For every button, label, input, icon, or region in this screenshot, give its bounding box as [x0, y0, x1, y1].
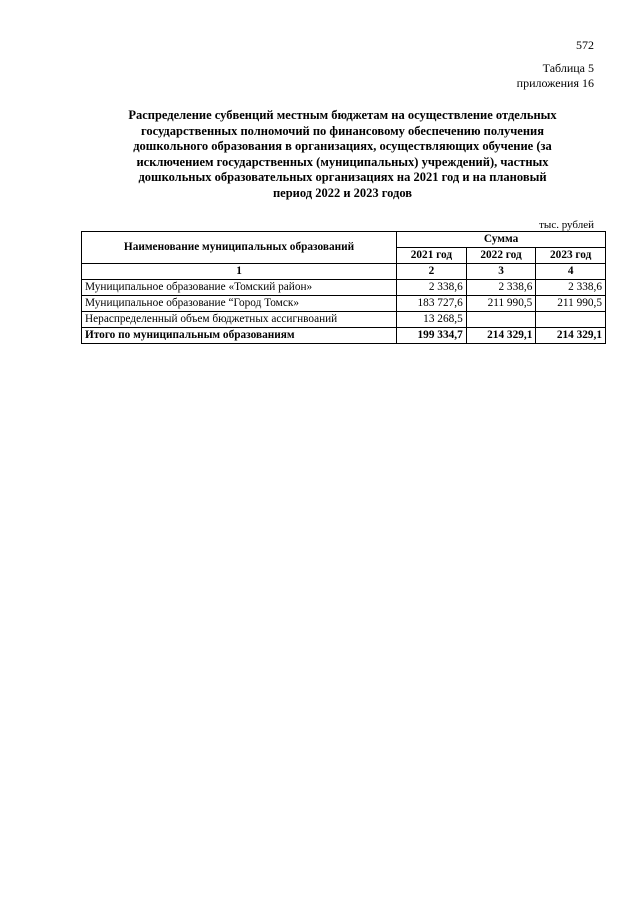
- table-reference-line2: приложения 16: [516, 76, 594, 90]
- table-row: [82, 280, 606, 296]
- table-reference: [517, 61, 594, 91]
- header-sum: Сумма: [397, 232, 606, 248]
- title-line: дошкольных образовательных организациях на 2021 год и на плановый: [138, 170, 547, 185]
- row-value-2023: 211 990,5: [536, 296, 606, 312]
- title-line: дошкольного образования в организациях, осуществляющих обучение (за: [133, 139, 552, 154]
- column-number: 2: [397, 264, 467, 280]
- header-year-2023: 2023 год: [536, 248, 606, 264]
- row-value-2022: [466, 312, 536, 328]
- subvention-table: [81, 231, 606, 344]
- row-value-2022: 211 990,5: [466, 296, 536, 312]
- row-name: Муниципальное образование «Томский район»: [82, 280, 397, 296]
- total-value-2023: 214 329,1: [536, 328, 606, 344]
- title-line: исключением государственных (муниципальных) учреждений), частных: [136, 154, 549, 169]
- row-value-2023: [536, 312, 606, 328]
- row-name: Нераспределенный объем бюджетных ассигнвоаний: [82, 312, 397, 328]
- column-numbers-row: [82, 264, 606, 280]
- total-row: [82, 328, 606, 344]
- units-label: тыс. рублей: [539, 219, 594, 231]
- total-value-2022: 214 329,1: [466, 328, 536, 344]
- row-value-2021: 2 338,6: [397, 280, 467, 296]
- total-name: Итого по муниципальным образованиям: [82, 328, 397, 344]
- row-name: Муниципальное образование “Город Томск»: [82, 296, 397, 312]
- document-title: [95, 108, 590, 202]
- title-line: период 2022 и 2023 годов: [272, 185, 413, 200]
- row-value-2022: 2 338,6: [466, 280, 536, 296]
- header-year-2022: 2022 год: [466, 248, 536, 264]
- column-number: 3: [466, 264, 536, 280]
- header-name: Наименование муниципальных образований: [82, 232, 397, 264]
- table-row: [82, 296, 606, 312]
- title-line: Распределение субвенций местным бюджетам на осуществление отдельных: [128, 108, 557, 122]
- title-line: государственных полномочий по финансовому обеспечению получения: [140, 123, 545, 138]
- table-reference-line1: Таблица 5: [542, 61, 594, 75]
- column-number: 4: [536, 264, 606, 280]
- row-value-2023: 2 338,6: [536, 280, 606, 296]
- column-number: 1: [82, 264, 397, 280]
- table-row: [82, 312, 606, 328]
- row-value-2021: 13 268,5: [397, 312, 467, 328]
- table-header-row: [82, 232, 606, 248]
- row-value-2021: 183 727,6: [397, 296, 467, 312]
- total-value-2021: 199 334,7: [397, 328, 467, 344]
- header-year-2021: 2021 год: [397, 248, 467, 264]
- page-number: 572: [576, 38, 594, 52]
